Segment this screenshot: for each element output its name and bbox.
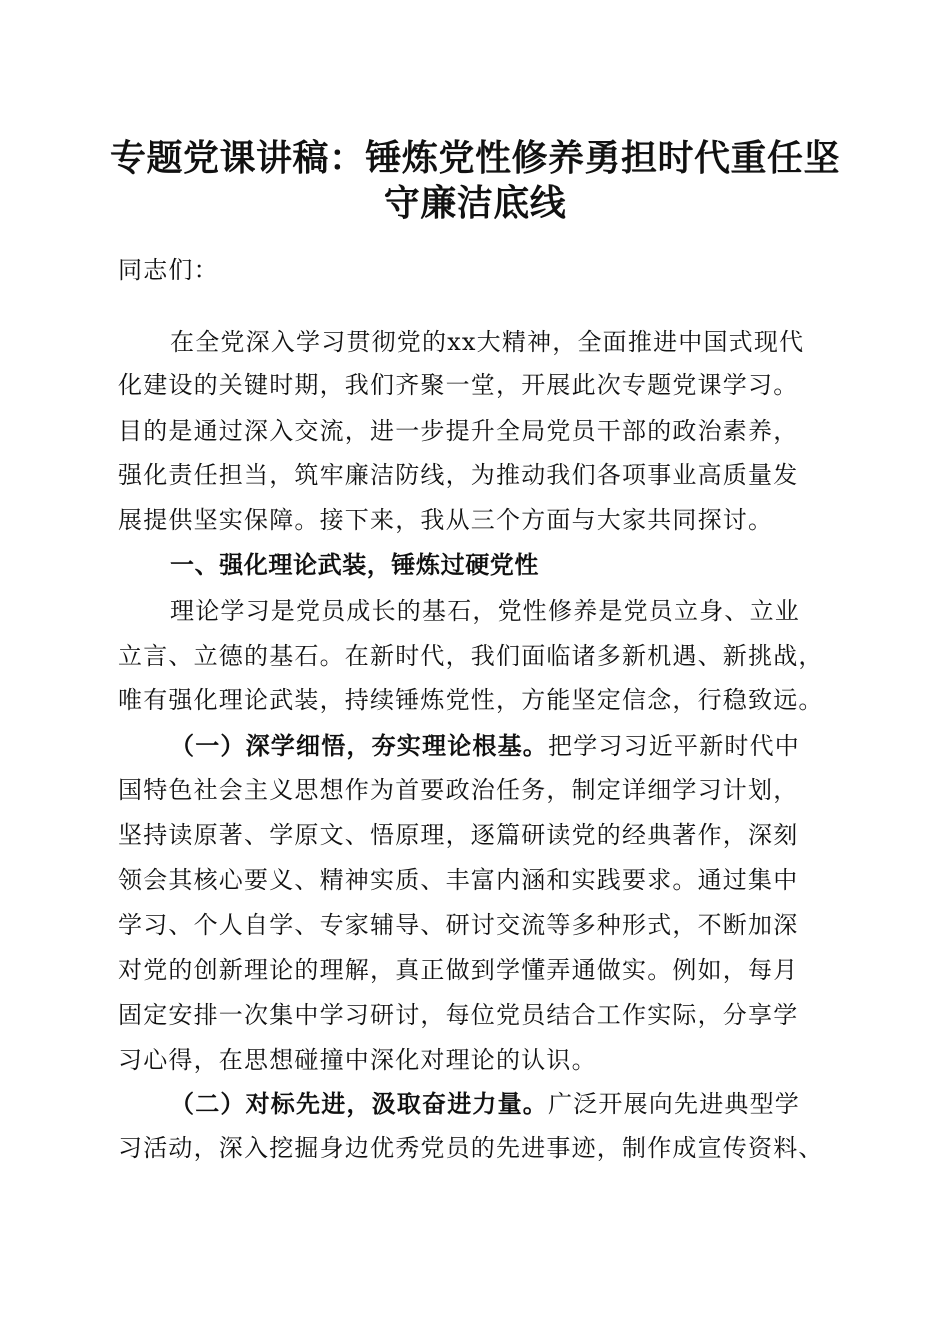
intro-line: 展提供坚实保障。接下来，我从三个方面与大家共同探讨。: [118, 506, 774, 534]
subsection-1-line: 固定安排一次集中学习研讨，每位党员结合工作实际，分享学: [118, 1001, 799, 1029]
subsection-1-line: 坚持读原著、学原文、悟原理，逐篇研读党的经典著作，深刻: [118, 821, 799, 849]
subsection-1-line: 国特色社会主义思想作为首要政治任务，制定详细学习计划，: [118, 776, 799, 804]
section-1-line: 理论学习是党员成长的基石，党性修养是党员立身、立业: [170, 597, 800, 625]
document-title-line-1: 专题党课讲稿：锤炼党性修养勇担时代重任坚: [109, 137, 840, 179]
intro-line: 化建设的关键时期，我们齐聚一堂，开展此次专题党课学习。: [118, 371, 799, 399]
intro-line: 强化责任担当，筑牢廉洁防线，为推动我们各项事业高质量发: [118, 461, 799, 489]
subsection-1-line: 领会其核心要义、精神实质、丰富内涵和实践要求。通过集中: [118, 866, 799, 894]
subsection-2-first-line: [170, 1089, 890, 1119]
subsection-2-line: 习活动，深入挖掘身边优秀党员的先进事迹，制作成宣传资料、: [118, 1134, 824, 1162]
section-1-heading: 一、强化理论武装，锤炼过硬党性: [170, 551, 539, 579]
subsection-1-first-text: 把学习习近平新时代中: [548, 732, 800, 760]
subsection-1-line: 习心得，在思想碰撞中深化对理论的认识。: [118, 1046, 597, 1074]
intro-line: 在全党深入学习贯彻党的xx大精神，全面推进中国式现代: [170, 328, 805, 356]
subsection-1-line: 对党的创新理论的理解，真正做到学懂弄通做实。例如，每月: [118, 956, 799, 984]
section-1-line: 立言、立德的基石。在新时代，我们面临诸多新机遇、新挑战，: [118, 642, 824, 670]
subsection-2-title: （二）对标先进，汲取奋进力量。: [170, 1089, 548, 1118]
document-title-line-2: 守廉洁底线: [383, 182, 567, 224]
subsection-2-first-text: 广泛开展向先进典型学: [548, 1090, 800, 1118]
intro-line: 目的是通过深入交流，进一步提升全局党员干部的政治素养，: [118, 417, 799, 445]
subsection-1-line: 学习、个人自学、专家辅导、研讨交流等多种形式，不断加深: [118, 911, 799, 939]
section-1-line: 唯有强化理论武装，持续锤炼党性，方能坚定信念，行稳致远。: [118, 686, 824, 714]
salutation: 同志们：: [118, 256, 219, 284]
subsection-1-title: （一）深学细悟，夯实理论根基。: [170, 731, 548, 760]
subsection-1-first-line: [170, 731, 890, 761]
